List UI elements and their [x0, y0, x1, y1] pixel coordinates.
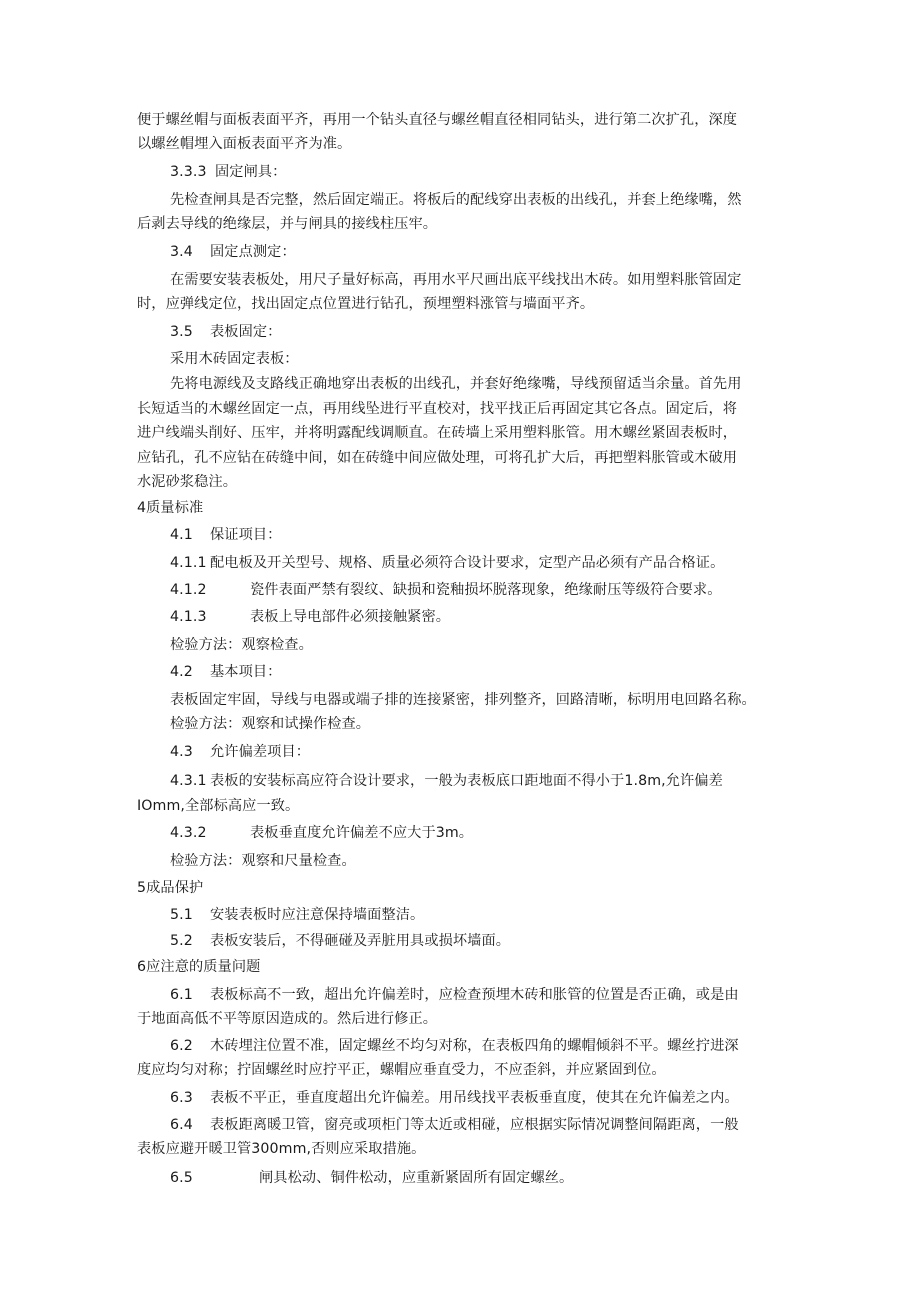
- section-heading: [170, 160, 286, 184]
- text-line: [170, 849, 356, 873]
- section-number: 4.1.3: [170, 609, 207, 625]
- section-title: 基本项目：: [210, 664, 282, 680]
- section-heading: [170, 660, 281, 684]
- section-number: 5.2: [170, 933, 193, 949]
- section-title: 保证项目：: [210, 527, 282, 543]
- section-title: 闸具松动、铜件松动，应重新紧固所有固定螺丝。: [259, 1170, 574, 1186]
- line-text: 采用木砖固定表板：: [170, 351, 299, 367]
- text-line: [137, 421, 737, 445]
- line-text: 先将电源线及支路线正确地穿出表板的出线孔，并套好绝缘嘴，导线预留适当余量。首先用: [170, 376, 742, 392]
- text-line: [137, 470, 237, 494]
- section-title: 固定点测定：: [210, 244, 296, 260]
- section-title: 表板垂直度允许偏差不应大于3m。: [250, 825, 474, 841]
- section-number: 6.2: [170, 1038, 193, 1054]
- line-text: 水泥砂浆稳注。: [137, 474, 238, 490]
- text-line: [170, 712, 370, 736]
- section-title: 表板距离暖卫管，窗亮或项柜门等太近或相碰，应根据实际情况调整间隔距离，一般: [210, 1117, 739, 1133]
- section-heading: [170, 1113, 739, 1137]
- section-title: 安装表板时应注意保持墙面整洁。: [210, 907, 425, 923]
- section-heading: [170, 240, 296, 264]
- text-line: [170, 372, 742, 396]
- section-number: 4.2: [170, 664, 193, 680]
- text-line: [137, 446, 737, 470]
- section-heading: [170, 551, 724, 575]
- text-line: [137, 397, 737, 421]
- text-line: [137, 1058, 666, 1082]
- section-heading: [170, 929, 510, 953]
- section-title: 表板安装后，不得砸碰及弄脏用具或损坏墙面。: [210, 933, 511, 949]
- section-title: 表板的安装标高应符合设计要求，一般为表板底口距地面不得小于1.8m,允许偏差: [210, 773, 723, 789]
- text-line: [137, 132, 351, 156]
- section-number: 4.3.1: [170, 773, 207, 789]
- section-title: 配电板及开关型号、规格、质量必须符合设计要求，定型产品必须有产品合格证。: [210, 555, 725, 571]
- line-text: 长短适当的木螺丝固定一点，再用线坠进行平直校对，找平找正后再固定其它各点。固定后，将: [137, 401, 738, 417]
- section-number: 6.4: [170, 1117, 193, 1133]
- section-title: 表板固定：: [210, 324, 282, 340]
- section-heading: [170, 523, 281, 547]
- section-heading: [170, 821, 473, 845]
- section-number: 4.1.1: [170, 555, 207, 571]
- section-title: 表板标高不一致，超出允许偏差时，应检查预埋木砖和胀管的位置是否正确，或是由: [210, 987, 739, 1003]
- text-line: [137, 1007, 437, 1031]
- section-number: 6.3: [170, 1090, 193, 1106]
- section-number: 3.4: [170, 244, 193, 260]
- section-heading: [170, 1086, 739, 1110]
- line-text: 进户线端头削好、压牢，并将明露配线调顺直。在砖墙上采用塑料胀管。用木螺丝紧固表板时，: [137, 425, 738, 441]
- section-heading: [170, 1034, 739, 1058]
- section-number: 3.3.3: [170, 164, 207, 180]
- text-line: [137, 1137, 425, 1161]
- section-number: 6.5: [170, 1170, 193, 1186]
- text-line: [170, 268, 742, 292]
- text-line: [137, 108, 737, 132]
- line-text: 表板固定牢固，导线与电器或端子排的连接紧密，排列整齐，回路清晰，标明用电回路名称。: [170, 692, 756, 708]
- line-text: 以螺丝帽埋入面板表面平齐为准。: [137, 136, 352, 152]
- line-text: 检验方法：观察检查。: [170, 637, 313, 653]
- line-text: 度应均匀对称；拧固螺丝时应拧平正，螺帽应垂直受力，不应歪斜，并应紧固到位。: [137, 1062, 666, 1078]
- section-number: 5.1: [170, 907, 193, 923]
- text-line: [170, 347, 299, 371]
- line-text: 应钻孔，孔不应钻在砖缝中间，如在砖缝中间应做处理，可将孔扩大后，再把塑料胀管或木破用: [137, 450, 738, 466]
- section-number: 4.3.2: [170, 825, 207, 841]
- section-number: 4.1.2: [170, 582, 207, 598]
- section-title: 瓷件表面严禁有裂纹、缺损和瓷釉损坏脱落现象，绝缘耐压等级符合要求。: [250, 582, 722, 598]
- text-line: [137, 292, 594, 316]
- section-title: 表板上导电部件必须接触紧密。: [250, 609, 451, 625]
- line-text: 时，应弹线定位，找出固定点位置进行钻孔，预埋塑料涨管与墙面平齐。: [137, 296, 595, 312]
- line-text: IOmm,全部标高应一致。: [137, 798, 300, 814]
- line-text: 先检查闸具是否完整，然后固定端正。将板后的配线穿出表板的出线孔，并套上绝缘嘴，然: [170, 192, 742, 208]
- text-line: [170, 188, 742, 212]
- section-title: 允许偏差项目：: [210, 744, 311, 760]
- text-line: [137, 794, 299, 818]
- line-text: 检验方法：观察和试操作检查。: [170, 716, 371, 732]
- section-title: 木砖埋注位置不准，固定螺丝不均匀对称，在表板四角的螺帽倾斜不平。螺丝拧进深: [210, 1038, 739, 1054]
- line-text: 便于螺丝帽与面板表面平齐，再用一个钻头直径与螺丝帽直径相同钻头，进行第二次扩孔，深度: [137, 112, 738, 128]
- section-heading: [170, 1166, 573, 1190]
- line-text: 在需要安装表板处，用尺子量好标高，再用水平尺画出底平线找出木砖。如用塑料胀管固定: [170, 272, 742, 288]
- section-heading: [170, 578, 722, 602]
- section-heading: [170, 605, 450, 629]
- line-text: 表板应避开暖卫管300mm,否则应采取措施。: [137, 1141, 426, 1157]
- section-heading: [170, 903, 424, 927]
- chapter-title: 5成品保护: [137, 880, 204, 896]
- section-number: 3.5: [170, 324, 193, 340]
- chapter-title: 6应注意的质量问题: [137, 959, 261, 975]
- text-line: [170, 633, 313, 657]
- section-heading: [170, 740, 310, 764]
- section-title: 表板不平正，垂直度超出允许偏差。用吊线找平表板垂直度，使其在允许偏差之内。: [210, 1090, 739, 1106]
- chapter-heading: [137, 955, 260, 979]
- section-number: 4.1: [170, 527, 193, 543]
- line-text: 后剥去导线的绝缘层，并与闸具的接线柱压牢。: [137, 216, 438, 232]
- line-text: 检验方法：观察和尺量检查。: [170, 853, 356, 869]
- section-heading: [170, 320, 281, 344]
- chapter-title: 4质量标准: [137, 500, 204, 516]
- text-line: [137, 212, 437, 236]
- section-heading: [170, 769, 723, 793]
- chapter-heading: [137, 496, 203, 520]
- chapter-heading: [137, 876, 203, 900]
- section-number: 6.1: [170, 987, 193, 1003]
- section-heading: [170, 983, 739, 1007]
- text-line: [170, 688, 756, 712]
- section-title: 固定闸具：: [215, 164, 287, 180]
- section-number: 4.3: [170, 744, 193, 760]
- line-text: 于地面高低不平等原因造成的。然后进行修正。: [137, 1011, 438, 1027]
